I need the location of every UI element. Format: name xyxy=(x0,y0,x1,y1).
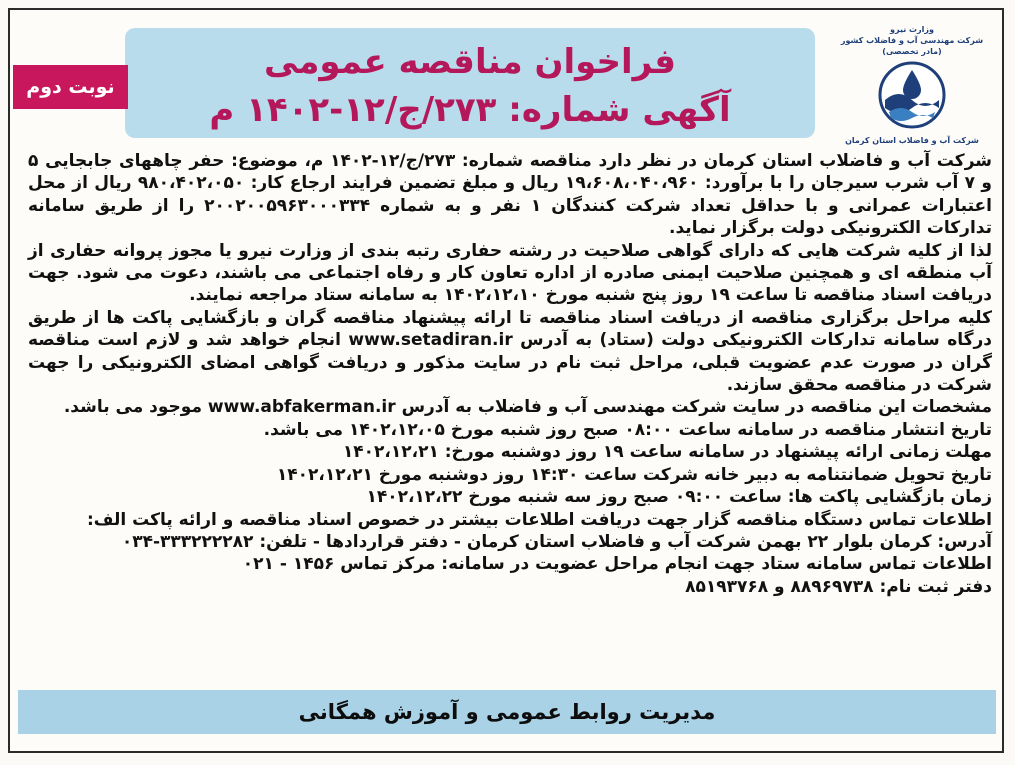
contact-address: آدرس: کرمان بلوار ۲۲ بهمن شرکت آب و فاضلاب استان کرمان - دفتر قراردادها - تلفن: ۳۳۳۲۲۲۲۸۲-۰۳۴ xyxy=(121,531,992,552)
registration-office: دفتر ثبت نام: ۸۸۹۶۹۷۳۸ و ۸۵۱۹۳۷۶۸ xyxy=(685,576,992,597)
specs-text-cont: موجود می باشد. xyxy=(63,397,202,418)
contact-heading: اطلاعات تماس دستگاه مناقصه گزار جهت دریافت اطلاعات بیشتر در خصوص اسناد مناقصه و ارائه پاکت الف: xyxy=(86,509,992,530)
eligibility-paragraph: لذا از کلیه شرکت هایی که دارای گواهی صلاحیت در رشته حفاری رتبه بندی از وزارت نیرو یا مجوز پروانه حفاری از آب منطقه ای و همچنین صلاحیت ایمنی صادره از اداره تعاون کار و رفاه اجتماعی می باشند، دعوت می شود. جهت دریافت اسناد مناقصه تا ساعت ۱۹ روز پنج شنبه مورخ ۱۴۰۲،۱۲،۱۰ به سامانه ستاد مراجعه نمایند. xyxy=(28,240,992,306)
logo-ministry: وزارت نیرو xyxy=(890,25,934,34)
notice-body xyxy=(28,150,992,598)
logo-company: شرکت مهندسی آب و فاضلاب کشور xyxy=(840,36,984,45)
company-logo xyxy=(832,24,992,145)
abfakerman-link[interactable]: www.abfakerman.ir xyxy=(207,397,396,418)
turn-badge: نوبت دوم xyxy=(13,65,128,109)
opening-time: زمان بازگشایی پاکت ها: ساعت ۰۹:۰۰ صبح روز سه شنبه مورخ ۱۴۰۲،۱۲،۲۲ xyxy=(366,487,992,508)
submission-deadline: مهلت زمانی ارائه پیشنهاد در سامانه ساعت ۱۹ روز دوشنبه مورخ: ۱۴۰۲،۱۲،۲۱ xyxy=(342,442,992,463)
publish-date: تاریخ انتشار مناقصه در سامانه ساعت ۰۸:۰۰ صبح روز شنبه مورخ ۱۴۰۲،۱۲،۰۵ می باشد. xyxy=(263,419,992,440)
logo-subtitle: (مادر تخصصی) xyxy=(882,47,942,56)
setadiran-link[interactable]: www.setadiran.ir xyxy=(348,330,513,351)
logo-province: شرکت آب و فاضلاب استان کرمان xyxy=(845,136,979,145)
guarantee-delivery: تاریخ تحویل ضمانتنامه به دبیر خانه شرکت ساعت ۱۴:۳۰ روز دوشنبه مورخ ۱۴۰۲،۱۲،۲۱ xyxy=(276,464,992,485)
specs-paragraph xyxy=(28,396,992,418)
tender-description: شرکت آب و فاضلاب استان کرمان در نظر دارد مناقصه شماره: ۲۷۳/ج/۱۲-۱۴۰۲ م، موضوع: حفر چاههای جابجایی ۵ و ۷ آب شرب سیرجان را با برآورد: ۱۹،۶۰۸،۰۴۰،۹۶۰ ریال و مبلغ تضمین فرایند ارجاع کار: ۹۸۰،۴۰۲،۰۵۰ ریال از محل اعتبارات عمرانی و با حداقل تعداد شرکت کنندگان ۱ نفر و به شماره ۲۰۰۲۰۰۵۹۶۳۰۰۰۳۳۴ را از طریق سامانه تدارکات الکترونیکی دولت برگزار نماید. xyxy=(28,151,992,239)
setad-contact: اطلاعات تماس سامانه ستاد جهت انجام مراحل عضویت در سامانه: مرکز تماس ۱۴۵۶ - ۰۲۱ xyxy=(242,554,992,575)
procedure-paragraph xyxy=(28,307,992,397)
footer-banner: مدیریت روابط عمومی و آموزش همگانی xyxy=(18,690,996,734)
specs-text: مشخصات این مناقصه در سایت شرکت مهندسی آب و فاضلاب به آدرس xyxy=(401,397,992,418)
procedure-text: کلیه مراحل برگزاری مناقصه از دریافت اسناد مناقصه تا ارائه پیشنهاد مناقصه گران و بازگشایی پاکت ها از طریق درگاه سامانه تدارکات الکترونیکی دولت (ستاد) به آدرس xyxy=(28,307,993,351)
water-drop-icon xyxy=(877,60,947,130)
title-banner xyxy=(125,28,815,138)
notice-number: آگهی شماره: ۲۷۳/ج/۱۲-۱۴۰۲ م xyxy=(209,90,731,130)
procedure-text-cont: انجام خواهد شد و لازم است مناقصه گران در صورت عدم عضویت قبلی، مراحل ثبت نام در سایت مذکور و دریافت گواهی امضای الکترونیکی را جهت شرکت در مناقصه محقق سازند. xyxy=(28,330,992,396)
page-title: فراخوان مناقصه عمومی xyxy=(263,42,677,82)
